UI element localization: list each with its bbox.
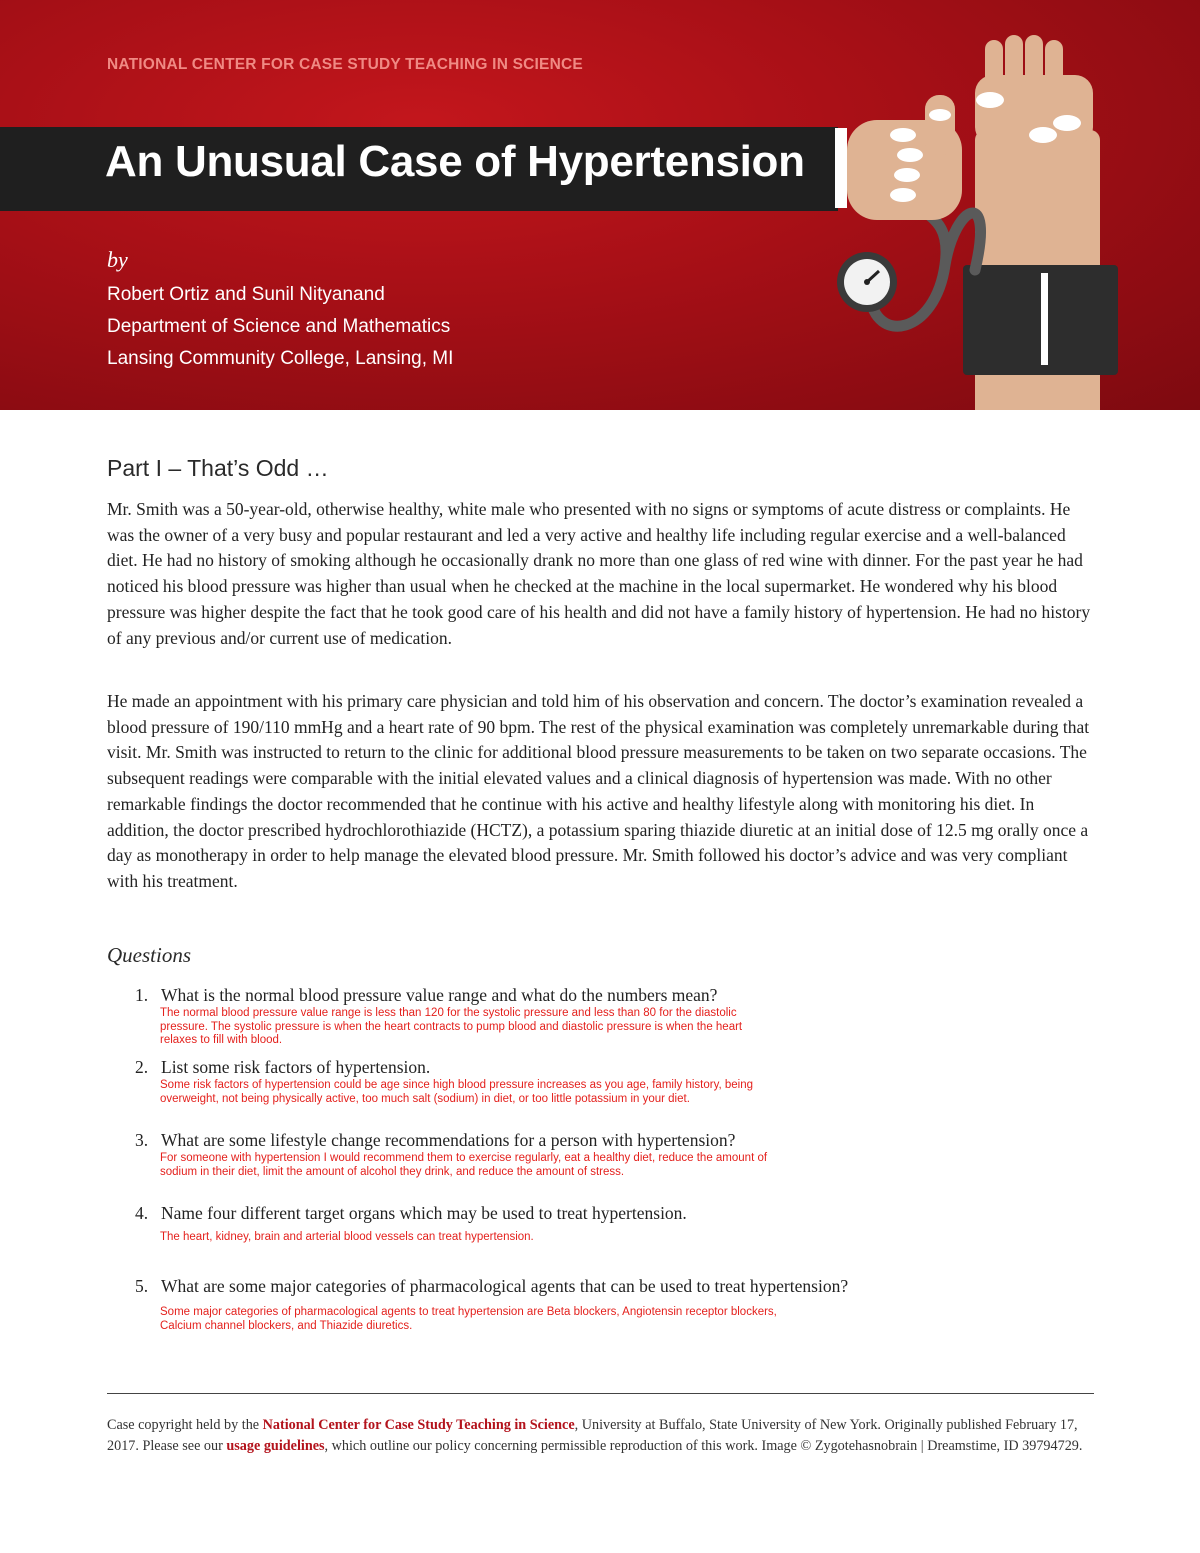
- question-item: [135, 984, 1085, 1048]
- header-banner: [0, 0, 1200, 410]
- question-text: What are some major categories of pharmacological agents that can be used to treat hypertension?: [161, 1276, 849, 1296]
- question-number: 1.: [135, 985, 149, 1005]
- footer-divider: [107, 1393, 1094, 1394]
- question-text: Name four different target organs which may be used to treat hypertension.: [161, 1203, 687, 1223]
- question-number: 2.: [135, 1057, 149, 1077]
- answer-text: For someone with hypertension I would recommend them to exercise regularly, eat a healthy diet, reduce the amount of sodium in their diet, limit the amount of alcohol they drink, and reduce the amount of stress.: [160, 1152, 768, 1178]
- paragraph: Mr. Smith was a 50-year-old, otherwise healthy, white male who presented with no signs or symptoms of acute distress or complaints. He was the owner of a very busy and popular restaurant and led a very active and healthy life including regular exercise and a well-balanced diet. He had no history of smoking although he occasionally drank no more than one glass of red wine with dinner. For the past year he had noticed his blood pressure was higher than usual when he checked at the machine in the local supermarket. He wondered why his blood pressure was higher despite the fact that he took good care of his health and did not have a family history of hypertension. He had no history of any previous and/or current use of medication.: [107, 499, 1091, 648]
- institution: Lansing Community College, Lansing, MI: [107, 348, 454, 369]
- footer-copyright: Case copyright held by the National Center for Case Study Teaching in Science, University at Buffalo, State University of New York. Originally published February 17, 2017. Please see our usage guidelines, which outline our policy concerning permissible reproduction of this work. Image © Zygotehasnobrain | Dreamstime, ID 39794729.: [107, 1417, 1083, 1454]
- question-item: [135, 1129, 1085, 1179]
- question-number: 3.: [135, 1130, 149, 1150]
- question-item: [135, 1202, 1085, 1245]
- sphygmomanometer-illustration: [835, 35, 1200, 410]
- page-title: An Unusual Case of Hypertension: [105, 137, 805, 186]
- questions-heading: Questions: [107, 943, 191, 967]
- question-text: What are some lifestyle change recommendations for a person with hypertension?: [161, 1130, 736, 1150]
- question-item: [135, 1056, 1085, 1106]
- usage-guidelines-link[interactable]: usage guidelines: [226, 1438, 325, 1454]
- question-item: [135, 1275, 1085, 1333]
- part-heading: Part I – That’s Odd …: [107, 455, 329, 481]
- department: Department of Science and Mathematics: [107, 316, 451, 337]
- answer-text: Some major categories of pharmacological agents to treat hypertension are Beta blockers, Angiotensin receptor blockers, Calcium channel blockers, and Thiazide diuretics.: [160, 1306, 777, 1332]
- question-number: 5.: [135, 1276, 149, 1296]
- question-number: 4.: [135, 1203, 149, 1223]
- question-text: List some risk factors of hypertension.: [161, 1057, 431, 1077]
- ncc-link[interactable]: National Center for Case Study Teaching in Science: [262, 1417, 575, 1433]
- paragraph: He made an appointment with his primary care physician and told him of his observation and concern. The doctor’s examination revealed a blood pressure of 190/110 mmHg and a heart rate of 90 bpm. The rest of the physical examination was completely unremarkable during that visit. Mr. Smith was instructed to return to the clinic for additional blood pressure measurements to be taken on two separate occasions. The subsequent readings were comparable with the initial elevated values and a clinical diagnosis of hypertension was made. With no other remarkable findings the doctor recommended that he continue with his active and healthy lifestyle along with monitoring his diet. In addition, the doctor prescribed hydrochlorothiazide (HCTZ), a potassium sparing thiazide diuretic at an initial dose of 12.5 mg orally once a day as monotherapy in order to help manage the elevated blood pressure. Mr. Smith followed his doctor’s advice and was very compliant with his treatment.: [107, 691, 1090, 891]
- pressure-gauge-icon: [837, 252, 897, 312]
- answer-text: Some risk factors of hypertension could be age since high blood pressure increases as you age, family history, being overweight, not being physically active, too much salt (sodium) in diet, or too little potassium in your diet.: [160, 1079, 753, 1105]
- question-text: What is the normal blood pressure value range and what do the numbers mean?: [161, 985, 718, 1005]
- byline-label: by: [107, 247, 128, 272]
- answer-text: The heart, kidney, brain and arterial blood vessels can treat hypertension.: [160, 1231, 534, 1243]
- cuff-icon: [963, 265, 1118, 375]
- hand-icon: [835, 95, 962, 220]
- organization-name: NATIONAL CENTER FOR CASE STUDY TEACHING IN SCIENCE: [107, 56, 583, 73]
- authors: Robert Ortiz and Sunil Nityanand: [107, 284, 385, 305]
- answer-text: The normal blood pressure value range is less than 120 for the systolic pressure and less than 80 for the diastolic pressure. The systolic pressure is when the heart contracts to pump blood and diastolic pressure is when the heart relaxes to fill with blood.: [160, 1007, 743, 1046]
